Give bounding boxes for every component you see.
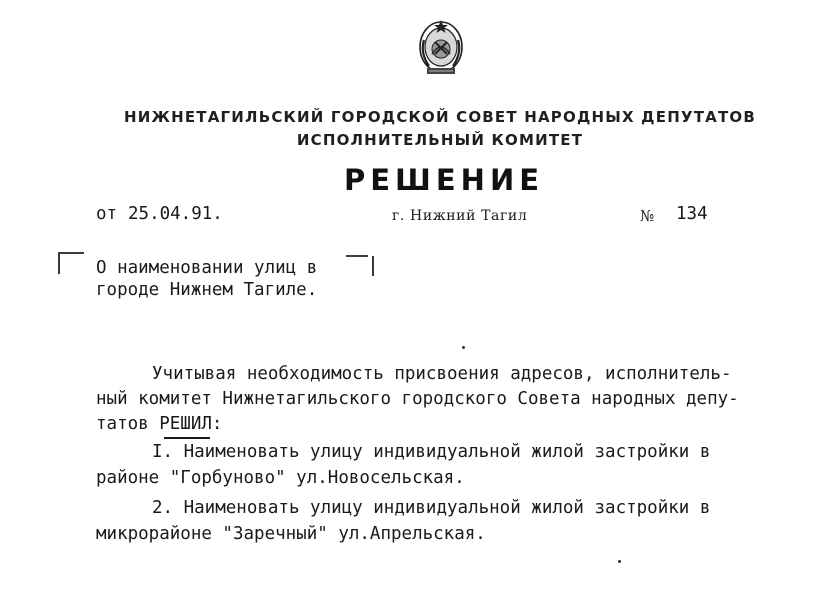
subject-bracket-right [344,250,378,278]
preamble-line-3: татов РЕШИЛ: [96,414,223,434]
preamble-line-1: Учитывая необходимость присвоения адресов, исполнитель- [152,364,732,384]
paper-speck [462,346,465,349]
number-sign: № [640,207,655,225]
subject-line-2: городе Нижнем Тагиле. [96,280,318,300]
organization-name: НИЖНЕТАГИЛЬСКИЙ ГОРОДСКОЙ СОВЕТ НАРОДНЫХ ДЕПУТАТОВ [124,108,756,126]
preamble-line-2: ный комитет Нижнетагильского городского Совета народных депу- [96,389,739,409]
rsfsr-coat-of-arms-icon [417,18,465,80]
item-2-line-2: микрорайоне "Заречный" ул.Апрельская. [96,524,486,544]
resolved-underline [164,437,210,439]
item-1-line-1: I. Наименовать улицу индивидуальной жилой застройки в [152,442,711,462]
paper-speck [618,560,621,563]
organization-subdivision: ИСПОЛНИТЕЛЬНЫЙ КОМИТЕТ [296,131,584,149]
subject-bracket-left [56,250,86,276]
document-type-title: РЕШЕНИЕ [343,163,545,197]
date-prefix: от [96,204,118,224]
subject-line-1: О наименовании улиц в [96,258,318,278]
item-2-line-1: 2. Наименовать улицу индивидуальной жилой застройки в [152,498,711,518]
document-number: 134 [676,204,708,224]
item-1-line-2: районе "Горбуново" ул.Новосельская. [96,468,465,488]
document-date: 25.04.91. [128,204,223,224]
document-city: г. Нижний Тагил [392,208,528,224]
